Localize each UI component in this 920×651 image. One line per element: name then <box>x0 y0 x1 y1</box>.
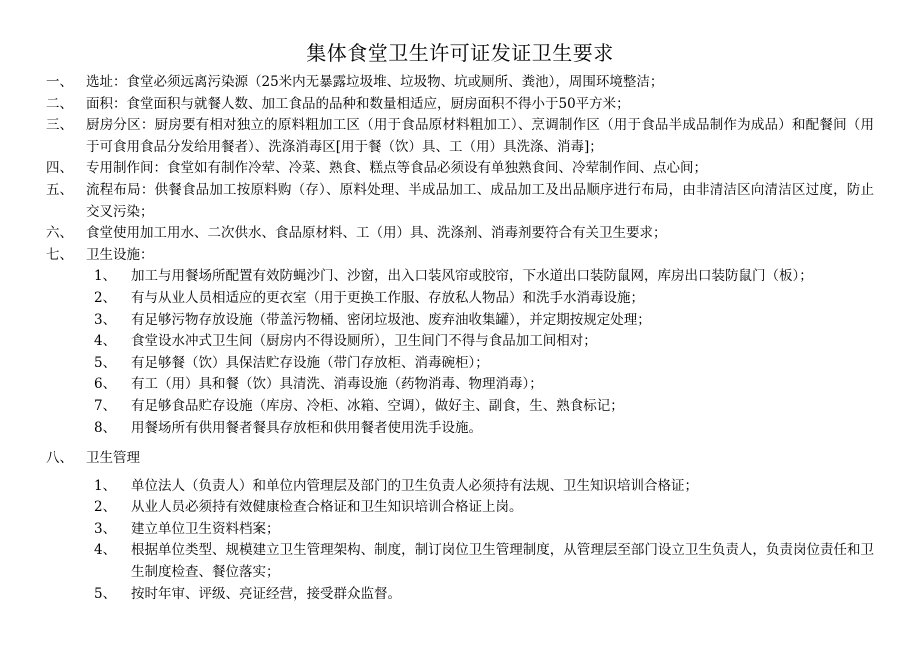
list-item-2 <box>0 94 920 116</box>
sub-item-number: 5、 <box>94 354 117 371</box>
sub-item-number: 3、 <box>94 311 117 328</box>
item-number: 四、 <box>46 160 73 177</box>
sub-item-text: 有足够污物存放设施（带盖污物桶、密闭垃圾池、废弃油收集罐），并定期按规定处理； <box>131 311 651 328</box>
sub-item-text: 单位法人（负责人）和单位内管理层及部门的卫生负责人必须持有法规、卫生知识培训合格证； <box>131 477 698 494</box>
list-item-1 <box>0 72 920 94</box>
section-heading: 卫生设施： <box>86 246 154 263</box>
item-number: 五、 <box>46 181 73 198</box>
item-number: 八、 <box>46 450 73 467</box>
sub-item <box>0 374 920 396</box>
sub-item <box>0 540 920 583</box>
sub-item-text: 加工与用餐场所配置有效防蝇沙门、沙窗，出入口装风帘或胶帘，下水道出口装防鼠网，库房出口装防鼠门（板）； <box>131 268 813 285</box>
item-text: 专用制作间：食堂如有制作冷荤、冷菜、熟食、糕点等食品必须设有单独熟食间、冷荤制作间、点心间； <box>86 160 707 177</box>
item-number: 二、 <box>46 95 73 112</box>
sub-item <box>0 584 920 606</box>
sub-item-number: 1、 <box>94 268 117 285</box>
sub-item <box>0 353 920 375</box>
sub-item <box>0 418 920 440</box>
section-heading: 卫生管理 <box>86 450 140 467</box>
list-item-5 <box>0 180 920 223</box>
sub-item-number: 8、 <box>94 419 117 436</box>
list-item-4 <box>0 158 920 180</box>
sub-item-text: 从业人员必须持有效健康检查合格证和卫生知识培训合格证上岗。 <box>131 499 523 516</box>
sub-item <box>0 519 920 541</box>
sub-item-text: 按时年审、评级、亮证经营，接受群众监督。 <box>131 585 401 602</box>
sub-item <box>0 288 920 310</box>
sub-item-number: 7、 <box>94 397 117 414</box>
item-number: 七、 <box>46 246 73 263</box>
page-title: 集体食堂卫生许可证发证卫生要求 <box>306 41 614 65</box>
item-text: 食堂使用加工用水、二次供水、食品原材料、工（用）具、洗涤剂、消毒剂要符合有关卫生要求； <box>86 225 667 242</box>
sub-item-number: 5、 <box>94 585 117 602</box>
sub-item-number: 4、 <box>94 333 117 350</box>
item-number: 一、 <box>46 74 73 90</box>
sub-item <box>0 476 920 498</box>
sub-item-number: 2、 <box>94 499 117 516</box>
sub-item-text: 食堂设水冲式卫生间（厨房内不得设厕所），卫生间门不得与食品加工间相对； <box>131 333 597 350</box>
sub-item <box>0 396 920 418</box>
item-text: 流程布局：供餐食品加工按原料购（存）、原料处理、半成品加工、成品加工及出品顺序进行布局，由非清洁区向清洁区过度，防止交叉污染； <box>86 181 874 220</box>
list-item-7 <box>0 245 920 267</box>
item-text: 厨房分区：厨房要有相对独立的原料粗加工区（用于食品原材料粗加工）、烹调制作区（用于食品半成品制作为成品）和配餐间（用于可食用食品分发给用餐者）、洗涤消毒区[用于餐（饮）具、工（用）具洗涤、消毒]； <box>86 117 874 155</box>
sub-item-text: 有足够食品贮存设施（库房、冷柜、冰箱、空调），做好主、副食，生、熟食标记； <box>131 397 624 414</box>
sub-item-number: 6、 <box>94 376 117 393</box>
sub-item-number: 1、 <box>94 477 117 494</box>
item-text: 面积：食堂面积与就餐人数、加工食品的品种和数量相适应，厨房面积不得小于50平方米； <box>86 95 630 112</box>
sub-item-text: 有工（用）具和餐（饮）具清洗、消毒设施（药物消毒、物理消毒）； <box>131 376 543 393</box>
sub-item-text: 有足够餐（饮）具保洁贮存设施（带门存放柜、消毒碗柜）； <box>131 354 489 371</box>
list-item-8 <box>0 448 920 470</box>
sub-item <box>0 310 920 332</box>
item-number: 三、 <box>46 117 73 134</box>
sub-item <box>0 497 920 519</box>
sub-item-number: 2、 <box>94 289 117 306</box>
sub-item <box>0 331 920 353</box>
sub-item-text: 用餐场所有供用餐者餐具存放柜和供用餐者使用洗手设施。 <box>131 419 482 436</box>
sub-item-number: 4、 <box>94 542 117 559</box>
sub-item-text: 建立单位卫生资料档案； <box>131 520 280 537</box>
list-item-6 <box>0 223 920 245</box>
sub-item-number: 3、 <box>94 520 117 537</box>
item-number: 六、 <box>46 225 73 242</box>
item-text: 选址：食堂必须远离污染源（25米内无暴露垃圾堆、垃圾物、坑或厕所、粪池），周围环境整洁； <box>86 74 664 90</box>
sub-item-text: 根据单位类型、规模建立卫生管理架构、制度，制订岗位卫生管理制度，从管理层至部门设立卫生负责人，负责岗位责任和卫生制度检查、餐位落实； <box>131 542 874 581</box>
sub-item-text: 有与从业人员相适应的更衣室（用于更换工作服、存放私人物品）和洗手水消毒设施； <box>131 289 644 306</box>
list-item-3 <box>0 115 920 158</box>
document-body <box>0 72 920 605</box>
sub-item <box>0 266 920 288</box>
